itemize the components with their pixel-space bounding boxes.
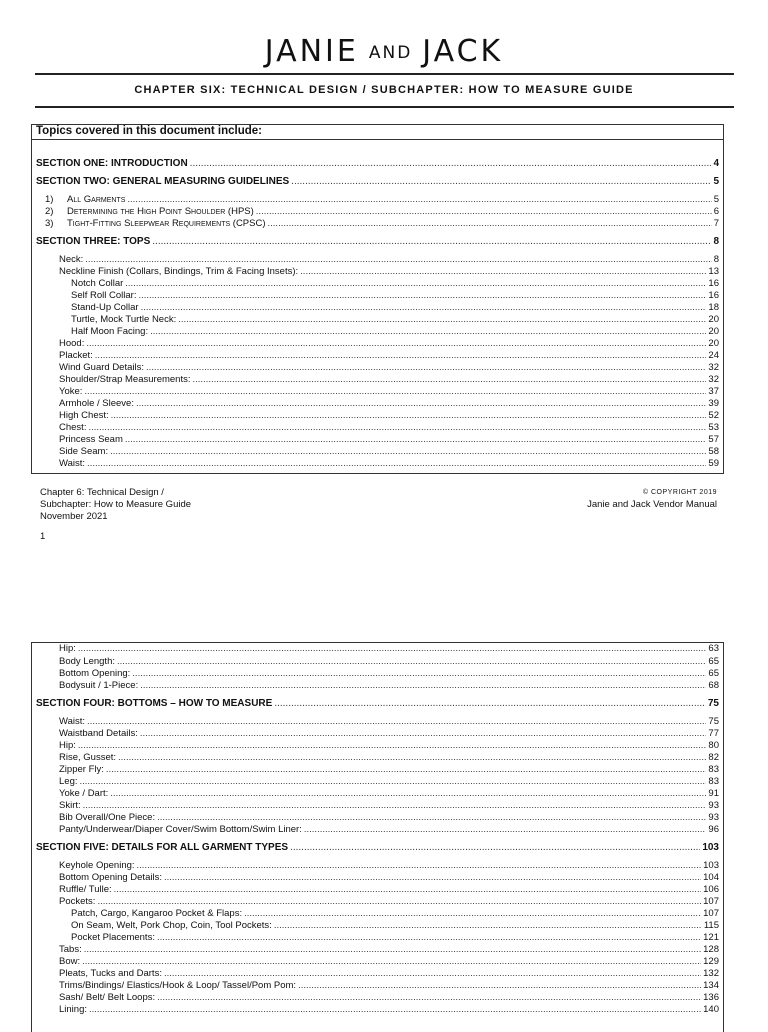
toc-page-number: 91	[708, 788, 719, 799]
chapter-title: CHAPTER SIX: TECHNICAL DESIGN / SUBCHAPTER: HOW TO MEASURE GUIDE	[134, 84, 634, 96]
footer-copyright: © COPYRIGHT 2019	[642, 489, 717, 496]
logo-and: AND	[368, 43, 413, 63]
toc-dot-leader	[140, 680, 706, 692]
toc-entry	[32, 410, 723, 422]
toc-page-number: 57	[708, 434, 719, 445]
toc-page-number: 82	[708, 752, 719, 763]
toc-page-number: 104	[703, 872, 719, 883]
toc-entry-label: SECTION TWO: GENERAL MEASURING GUIDELINES	[36, 176, 290, 187]
toc-entry-label: High Chest:	[59, 410, 109, 421]
toc-page-number: 37	[708, 386, 719, 397]
toc-entry	[32, 932, 723, 944]
toc-entry-label: Self Roll Collar:	[71, 290, 137, 301]
toc-entry-label: Zipper Fly:	[59, 764, 104, 775]
toc-dot-leader	[125, 278, 706, 290]
toc-dot-leader	[87, 716, 706, 728]
toc-page-number: 107	[703, 908, 719, 919]
toc-dot-leader	[85, 254, 711, 266]
logo-jack: JACK	[422, 34, 504, 69]
toc-entry	[32, 1004, 723, 1016]
toc-entry-label: Neckline Finish (Collars, Bindings, Trim & Facing Insets):	[59, 266, 299, 277]
toc-entry-label: Hip:	[59, 643, 76, 654]
toc-entry	[32, 716, 723, 728]
toc-dot-leader	[118, 752, 706, 764]
toc-section-heading	[32, 158, 723, 170]
toc-page-number: 65	[708, 668, 719, 679]
toc-dot-leader	[192, 374, 706, 386]
toc-entry	[32, 314, 723, 326]
toc-entry	[32, 992, 723, 1004]
toc-page-number: 16	[708, 290, 719, 301]
toc-entry-label: SECTION ONE: INTRODUCTION	[36, 158, 188, 169]
brand-logo	[0, 34, 768, 69]
toc-entry-label: Wind Guard Details:	[59, 362, 145, 373]
toc-page-number: 128	[703, 944, 719, 955]
toc-page-number: 132	[703, 968, 719, 979]
toc-page-number: 39	[708, 398, 719, 409]
toc-entry-label: Yoke:	[59, 386, 83, 397]
toc-entry-label: On Seam, Welt, Pork Chop, Coin, Tool Pockets:	[71, 920, 272, 931]
toc-page-number: 77	[708, 728, 719, 739]
toc-entry	[32, 218, 723, 230]
toc-section-heading	[32, 176, 723, 188]
toc-dot-leader	[268, 218, 712, 230]
toc-entry	[32, 374, 723, 386]
toc-page-number: 59	[708, 458, 719, 469]
footer-subchapter: Subchapter: How to Measure Guide	[40, 499, 192, 510]
toc-page-number: 18	[708, 302, 719, 313]
toc-entry-label: Bodysuit / 1-Piece:	[59, 680, 139, 691]
toc-page-number: 20	[708, 314, 719, 325]
toc-dot-leader	[152, 236, 711, 248]
toc-entry-text: Determining the High Point Shoulder (HPS)	[67, 206, 254, 217]
toc-dot-leader	[80, 776, 707, 788]
toc-entry	[32, 422, 723, 434]
header-rule-top	[35, 73, 734, 75]
toc-page-number: 136	[703, 992, 719, 1003]
toc-page-number: 24	[708, 350, 719, 361]
toc-entry-text: Tight-Fitting Sleepwear Requirements (CPSC)	[67, 218, 266, 229]
toc-entry-label: Body Length:	[59, 656, 115, 667]
toc-dot-leader	[111, 410, 707, 422]
toc-dot-leader	[140, 728, 707, 740]
toc-page-number: 75	[707, 698, 719, 709]
toc-entry	[32, 728, 723, 740]
toc-entry	[32, 643, 723, 655]
toc-dot-leader	[88, 422, 706, 434]
toc-page-number: 58	[708, 446, 719, 457]
toc-dot-leader	[83, 800, 707, 812]
toc-page-number: 106	[703, 884, 719, 895]
toc-entry-label	[45, 206, 254, 218]
page-number: 1	[40, 531, 46, 542]
toc-entry-label: Hood:	[59, 338, 85, 349]
toc-page-number: 83	[708, 764, 719, 775]
toc-page-number: 52	[708, 410, 719, 421]
footer-left	[40, 487, 191, 523]
toc-page-number: 32	[708, 362, 719, 373]
header-rule-bottom	[35, 106, 734, 108]
toc-dot-leader	[157, 992, 701, 1004]
toc-entry-label: Waist:	[59, 458, 86, 469]
toc-page-number: 63	[708, 643, 719, 654]
toc-dot-leader	[178, 314, 706, 326]
toc-page-number: 103	[702, 842, 719, 853]
toc-box-page-1	[31, 124, 724, 474]
toc-entry-label: Lining:	[59, 1004, 87, 1015]
toc-entry-label: Panty/Underwear/Diaper Cover/Swim Bottom/Swim Liner:	[59, 824, 302, 835]
toc-dot-leader	[291, 176, 711, 188]
toc-page-number: 65	[708, 656, 719, 667]
toc-title-rule	[32, 139, 723, 140]
toc-dot-leader	[150, 326, 706, 338]
toc-entry	[32, 362, 723, 374]
footer-date: November 2021	[40, 511, 108, 522]
toc-dot-leader	[114, 884, 702, 896]
toc-entry-label: Trims/Bindings/ Elastics/Hook & Loop/ Tassel/Pom Pom:	[59, 980, 297, 991]
toc-section-heading	[32, 236, 723, 248]
toc-entry-label: Sash/ Belt/ Belt Loops:	[59, 992, 156, 1003]
toc-dot-leader	[86, 338, 706, 350]
toc-dot-leader	[110, 788, 706, 800]
toc-entry-label: Neck:	[59, 254, 84, 265]
toc-dot-leader	[95, 350, 707, 362]
toc-entry-label: Bow:	[59, 956, 81, 967]
toc-entry-number: 2)	[45, 206, 54, 217]
toc-entry-label: Shoulder/Strap Measurements:	[59, 374, 191, 385]
toc-entry-label: Bottom Opening Details:	[59, 872, 162, 883]
toc-entry-label: Pockets:	[59, 896, 96, 907]
toc-page-number: 115	[703, 920, 719, 931]
toc-dot-leader	[127, 194, 711, 206]
toc-entry-label: Chest:	[59, 422, 87, 433]
toc-page-number: 75	[708, 716, 719, 727]
toc-box-title: Topics covered in this document include:	[36, 125, 262, 137]
toc-entry	[32, 872, 723, 884]
toc-dot-leader	[125, 434, 707, 446]
toc-page-number: 129	[703, 956, 719, 967]
toc-box-page-2	[31, 642, 724, 1032]
toc-entry	[32, 350, 723, 362]
toc-page-number: 134	[703, 980, 719, 991]
toc-dot-leader	[78, 740, 707, 752]
toc-entry-label: Pocket Placements:	[71, 932, 155, 943]
toc-page-number: 7	[713, 218, 719, 229]
toc-entry	[32, 884, 723, 896]
toc-page-number: 20	[708, 338, 719, 349]
toc-section-heading	[32, 842, 723, 854]
toc-entry	[32, 824, 723, 836]
toc-entry-label: SECTION THREE: TOPS	[36, 236, 151, 247]
toc-entry-label: Hip:	[59, 740, 76, 751]
toc-page-number: 103	[703, 860, 719, 871]
toc-entry	[32, 968, 723, 980]
toc-page-number: 83	[708, 776, 719, 787]
toc-entry	[32, 338, 723, 350]
toc-page-number: 93	[708, 812, 719, 823]
toc-entry	[32, 740, 723, 752]
toc-entry	[32, 812, 723, 824]
toc-entry	[32, 752, 723, 764]
toc-dot-leader	[138, 290, 706, 302]
toc-dot-leader	[110, 446, 706, 458]
toc-entry-label	[45, 218, 266, 230]
toc-dot-leader	[82, 956, 701, 968]
toc-entry-label: Rise, Gusset:	[59, 752, 117, 763]
toc-entry	[32, 254, 723, 266]
toc-dot-leader	[157, 932, 701, 944]
toc-entry-label: Tabs:	[59, 944, 82, 955]
toc-entry-label: Notch Collar	[71, 278, 124, 289]
toc-entry-label: Princess Seam	[59, 434, 123, 445]
toc-dot-leader	[132, 668, 706, 680]
toc-dot-leader	[274, 698, 706, 710]
toc-section-heading	[32, 698, 723, 710]
toc-dot-leader	[244, 908, 701, 920]
toc-entry	[32, 944, 723, 956]
toc-page-number: 20	[708, 326, 719, 337]
toc-entry	[32, 290, 723, 302]
toc-dot-leader	[117, 656, 706, 668]
toc-entry	[32, 788, 723, 800]
toc-page-number: 53	[708, 422, 719, 433]
toc-dot-leader	[300, 266, 706, 278]
toc-entry-label	[45, 194, 125, 206]
toc-entry	[32, 458, 723, 470]
toc-entry	[32, 398, 723, 410]
toc-entry-label: Turtle, Mock Turtle Neck:	[71, 314, 177, 325]
toc-entry-label: Placket:	[59, 350, 93, 361]
toc-entry-label: Side Seam:	[59, 446, 109, 457]
toc-entry-text: All Garments	[67, 194, 126, 205]
toc-entry-number: 3)	[45, 218, 54, 229]
toc-page-number: 140	[703, 1004, 719, 1015]
toc-entry-label: Keyhole Opening:	[59, 860, 135, 871]
toc-dot-leader	[84, 944, 701, 956]
toc-entry	[32, 278, 723, 290]
toc-entry	[32, 764, 723, 776]
toc-entry-label: Yoke / Dart:	[59, 788, 109, 799]
toc-entry	[32, 434, 723, 446]
toc-dot-leader	[137, 860, 702, 872]
toc-dot-leader	[190, 158, 712, 170]
toc-page-number: 96	[708, 824, 719, 835]
toc-entry-number: 1)	[45, 194, 54, 205]
toc-dot-leader	[304, 824, 707, 836]
toc-entry	[32, 980, 723, 992]
toc-entry	[32, 680, 723, 692]
toc-entry-label: Ruffle/ Tulle:	[59, 884, 112, 895]
toc-entry-label: Leg:	[59, 776, 78, 787]
toc-entry	[32, 206, 723, 218]
toc-entry	[32, 656, 723, 668]
toc-entry	[32, 194, 723, 206]
toc-page-number: 4	[713, 158, 719, 169]
toc-entry-label: Bib Overall/One Piece:	[59, 812, 156, 823]
toc-dot-leader	[89, 1004, 701, 1016]
toc-entry-label: Waist:	[59, 716, 86, 727]
logo-janie: JANIE	[264, 34, 359, 69]
toc-dot-leader	[164, 872, 701, 884]
toc-dot-leader	[157, 812, 706, 824]
footer-right	[587, 487, 717, 511]
toc-entry	[32, 266, 723, 278]
toc-page-number: 8	[713, 236, 719, 247]
footer-manual: Janie and Jack Vendor Manual	[587, 499, 717, 510]
toc-entry-label: Stand-Up Collar	[71, 302, 139, 313]
toc-page-number: 32	[708, 374, 719, 385]
toc-entry	[32, 386, 723, 398]
footer-chapter: Chapter 6: Technical Design /	[40, 487, 164, 498]
toc-page-number: 16	[708, 278, 719, 289]
toc-dot-leader	[164, 968, 701, 980]
toc-dot-leader	[97, 896, 701, 908]
toc-entry-label: Half Moon Facing:	[71, 326, 149, 337]
toc-entry-label: Patch, Cargo, Kangaroo Pocket & Flaps:	[71, 908, 243, 919]
toc-page-number: 5	[713, 176, 719, 187]
toc-entry	[32, 956, 723, 968]
toc-dot-leader	[106, 764, 707, 776]
toc-dot-leader	[87, 458, 706, 470]
toc-entry	[32, 920, 723, 932]
toc-entry	[32, 800, 723, 812]
toc-dot-leader	[84, 386, 706, 398]
toc-entry	[32, 908, 723, 920]
toc-page-number: 107	[703, 896, 719, 907]
toc-page-number: 121	[703, 932, 719, 943]
toc-entry-label: Armhole / Sleeve:	[59, 398, 134, 409]
toc-entry-label: SECTION FOUR: BOTTOMS – HOW TO MEASURE	[36, 698, 273, 709]
toc-dot-leader	[146, 362, 706, 374]
toc-page-number: 80	[708, 740, 719, 751]
toc-dot-leader	[274, 920, 702, 932]
toc-page-number: 5	[713, 194, 719, 205]
toc-dot-leader	[141, 302, 707, 314]
toc-entry-label: SECTION FIVE: DETAILS FOR ALL GARMENT TYPES	[36, 842, 289, 853]
toc-dot-leader	[78, 643, 707, 655]
toc-page-number: 8	[713, 254, 719, 265]
toc-page-number: 13	[708, 266, 719, 277]
toc-page-number: 68	[708, 680, 719, 691]
toc-entry	[32, 896, 723, 908]
toc-entry	[32, 860, 723, 872]
toc-entry-label: Skirt:	[59, 800, 81, 811]
toc-entry	[32, 446, 723, 458]
toc-entry	[32, 326, 723, 338]
toc-dot-leader	[298, 980, 701, 992]
toc-page-number: 6	[713, 206, 719, 217]
toc-dot-leader	[256, 206, 712, 218]
toc-entry-label: Bottom Opening:	[59, 668, 131, 679]
toc-entry	[32, 668, 723, 680]
toc-entry-label: Pleats, Tucks and Darts:	[59, 968, 162, 979]
toc-entry	[32, 302, 723, 314]
toc-page-number: 93	[708, 800, 719, 811]
toc-dot-leader	[290, 842, 700, 854]
toc-entry-label: Waistband Details:	[59, 728, 138, 739]
toc-entry	[32, 776, 723, 788]
toc-dot-leader	[136, 398, 706, 410]
